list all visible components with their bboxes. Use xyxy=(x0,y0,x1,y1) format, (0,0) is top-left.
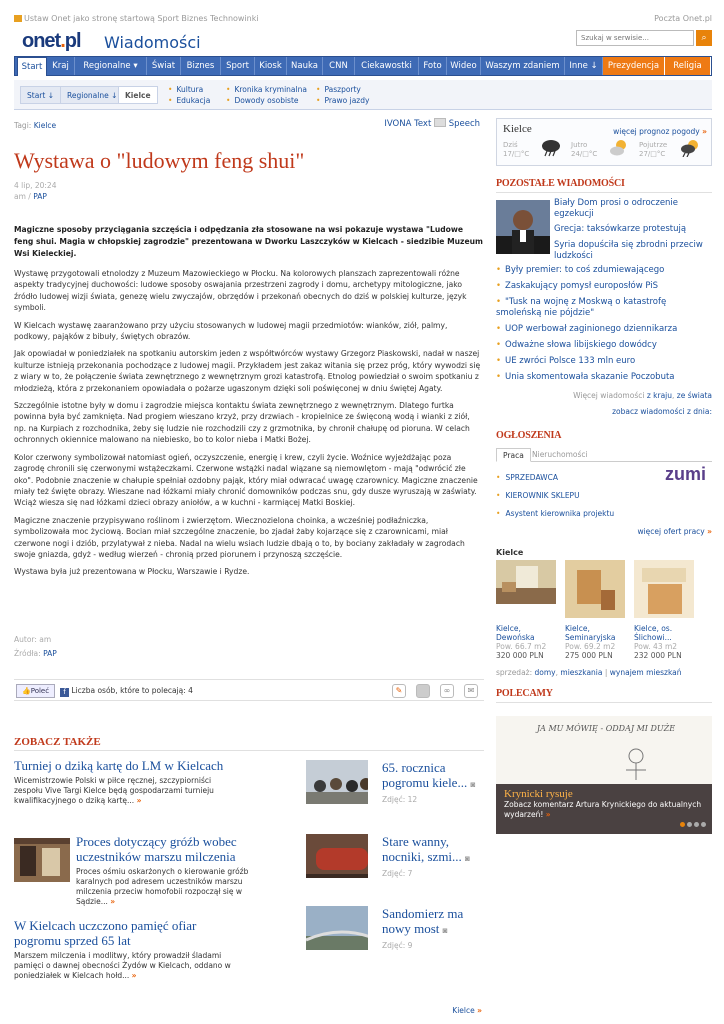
like-button[interactable]: 👍Poleć xyxy=(16,684,55,698)
news-photo[interactable] xyxy=(496,200,550,254)
weather-city: Kielce xyxy=(503,123,532,135)
partly-cloudy-icon xyxy=(609,139,629,157)
breadcrumb-kielce: Kielce xyxy=(118,86,158,104)
news-by-date-link[interactable]: zobacz wiadomości z dnia: xyxy=(612,407,712,416)
gallery-thumbnail[interactable] xyxy=(306,906,368,950)
nav-inne[interactable]: Inne ↓ xyxy=(565,57,603,75)
blip-icon[interactable]: ✎ xyxy=(392,684,406,698)
related-title[interactable]: Turniej o dziką kartę do LM w Kielcach xyxy=(14,758,224,773)
tags: Tagi: Kielce xyxy=(14,121,57,130)
nav-start[interactable]: Start xyxy=(17,57,47,76)
nav-prezydencja[interactable]: Prezydencja xyxy=(603,57,665,75)
camera-icon: ◙ xyxy=(442,926,448,935)
paragraph: Szczególnie istotne były w domu i zagrodzie miejsca kontaktu świata zewnętrznego z wewnętrznym. Dlatego furtka powinna była być zamknięta. Nad progiem wieszano krzyż, przy drzwiach - kropielnice ze święconą wodą i wianki z ziół, np. na Kurpiach z rozchodnika, żeby się ludzie nie rozchodzili czy z grzmotnika, by chronił chałupę od pioruna. W celach ochronnych okiennice malowano na niebiesko, bo to kolor nieba i Matki Bożej. xyxy=(14,401,470,445)
thumbs-up-icon: 👍 xyxy=(22,687,31,695)
nav-foto[interactable]: Foto xyxy=(419,57,447,75)
article-author: Autor: am Źródła: PAP xyxy=(14,635,57,658)
nav-sport[interactable]: Sport xyxy=(221,57,255,75)
breadcrumb-regionalne[interactable]: Regionalne ↓ xyxy=(60,86,124,104)
link-wynajem[interactable]: wynajem mieszkań xyxy=(609,668,682,677)
nav-kraj[interactable]: Kraj xyxy=(47,57,75,75)
gallery-title[interactable]: Sandomierz ma nowy most ◙ xyxy=(382,906,464,936)
main-nav xyxy=(14,56,712,76)
related-item: Turniej o dziką kartę do LM w Kielcach Wicemistrzowie Polski w piłce ręcznej, szczypiorniści zespołu Vive Targi Kielce będą gospodarzami turnieju kwalifikacyjnego o dziką kartę... » xyxy=(14,758,224,805)
ivona-reader[interactable]: IVONA Text Speech xyxy=(384,119,480,129)
polecamy-promo[interactable] xyxy=(496,708,712,834)
facebook-count: f Liczba osób, które to polecają: 4 xyxy=(60,686,193,697)
related-item: Proces dotyczący gróźb wobec uczestników marszu milczenia Proces ośmiu oskarżonych o kierowanie gróźb karalnych pod adresem uczestników marszu milczenia przeciw homofobii rozpoczął się w Sądzie... » xyxy=(14,834,284,904)
breadcrumb xyxy=(14,80,712,110)
link-icon[interactable]: ∞ xyxy=(440,684,454,698)
flat-photo xyxy=(634,560,694,618)
gallery-thumbnail[interactable] xyxy=(306,760,368,804)
article-meta: 4 lip, 20:24 am / PAP xyxy=(14,181,57,201)
source-link[interactable]: PAP xyxy=(33,192,47,201)
nav-biznes[interactable]: Biznes xyxy=(181,57,221,75)
share-icons xyxy=(382,684,478,698)
ads-tabs xyxy=(496,448,712,462)
storm-cloud-icon xyxy=(541,139,561,157)
gallery-title[interactable]: Stare wanny, nocniki, szmi... ◙ xyxy=(382,834,470,864)
paragraph: Wystawa była już prezentowana w Płocku, Warszawie i Rydze. xyxy=(14,567,250,577)
flat-listing[interactable]: Kielce, Seminaryjska Pow. 69.2 m2 275 000 PLN xyxy=(565,560,627,660)
link-z-kraju[interactable]: z kraju xyxy=(646,391,673,400)
ogloszenia-heading: OGŁOSZENIA xyxy=(496,430,562,441)
gallery-item xyxy=(306,760,486,820)
section-title[interactable]: Wiadomości xyxy=(104,33,201,52)
sketch-figure xyxy=(616,746,656,788)
arrow-icon[interactable]: » xyxy=(136,796,142,805)
news-item[interactable]: • UE zwróci Polsce 133 mln euro xyxy=(496,356,712,367)
sublink-paszporty[interactable]: • Paszporty xyxy=(316,85,361,94)
photo-count: Zdjęć: 12 xyxy=(382,795,418,804)
nav-swiat[interactable]: Świat xyxy=(147,57,181,75)
onet-logo[interactable]: onet.pl xyxy=(22,30,81,52)
news-item[interactable]: • Zaskakujący pomysł europosłów PiS xyxy=(496,281,712,292)
header xyxy=(14,30,712,52)
sublink-kronika[interactable]: • Kronika kryminalna xyxy=(226,85,307,94)
real-estate-city: Kielce xyxy=(496,548,524,557)
kielce-more-link[interactable]: Kielce » xyxy=(452,1006,482,1015)
sublink-edukacja[interactable]: • Edukacja xyxy=(168,96,210,105)
related-thumbnail[interactable] xyxy=(14,838,76,882)
gallery-title[interactable]: 65. rocznica pogromu kiele... ◙ xyxy=(382,760,476,790)
nav-cnn[interactable]: CNN xyxy=(323,57,355,75)
search-icon: ⌕ xyxy=(701,33,707,43)
search-box xyxy=(576,30,712,48)
related-title[interactable]: W Kielcach uczczono pamięć ofiar pogromu sprzed 65 lat xyxy=(14,918,197,948)
flat-listing[interactable]: Kielce, Dewońska Pow. 66.7 m2 320 000 PLN xyxy=(496,560,558,660)
camera-icon: ◙ xyxy=(465,854,470,863)
nav-religia[interactable]: Religia xyxy=(665,57,711,75)
news-item[interactable]: • "Tusk na wojnę z Moskwą o katastrofę smoleńską nie pójdzie" xyxy=(496,297,712,319)
flat-photo xyxy=(496,560,556,618)
paragraph: Kolor czerwony symbolizował natomiast ogień, oczyszczenie, energię i krew, czyli życie. Woźnice wyjeżdżając poza zagrodę chronili się czerwonymi wstążeczkami. Czerwone wstążki nadal wiązane są niemowlętom - mają "odwrócić złe oko". Podobnie znaczenie w chałupie spełniał ozdobny pająk, który miał odwracać uwagę czarownicy. Magiczne znaczenie miały też święte obrazy. Wieszane nad łóżkami miały chronić domowników podczas snu, gdy dusze wyruszają w zaświaty. Wciąż wiesza się nad łóżkami dzieci obrazy aniołów, a w kuchni - karmiącej Matki Boskiej. xyxy=(14,452,478,508)
paragraph: W Kielcach wystawę zaaranżowano przy użyciu stosowanych w ludowej magii przedmiotów: wianków, ziół, palmy, podkowy, pająków z bibuły, świętych obrazów. xyxy=(14,320,448,342)
polecamy-heading: POLECAMY xyxy=(496,688,553,699)
top-links-bar xyxy=(14,14,712,26)
paragraph: Magiczne znaczenie przypisywano roślinom i zwierzętom. Wiecznozielona choinka, a wcześniej podłaźniczka, symbolizowała moc życiową. Bocian miał szczególne znaczenie, bo zjadał żaby kojarzące się z czarownicami, miał czerwone nogi i dziób, przylatywał z nieba. Nadal na wielu wsiach ludzie dbają o to, by bociany zakładały w zagrodach swoje gniazda, gdyż - według wierzeń - chronią przed piorunem i przynoszą szczęście. xyxy=(14,515,465,559)
job-ad[interactable]: • KIEROWNIK SKLEPU xyxy=(496,491,580,500)
tag-kielce[interactable]: Kielce xyxy=(33,121,57,130)
weather-day: Pojutrze 27/□°C xyxy=(639,141,668,158)
tab-praca[interactable]: Praca xyxy=(496,448,531,462)
weather-widget xyxy=(496,118,712,166)
source-link-bottom[interactable]: PAP xyxy=(43,649,57,658)
home-icon xyxy=(14,15,22,22)
share-bar xyxy=(14,679,484,701)
nav-waszym-zdaniem[interactable]: Waszym zdaniem xyxy=(481,57,565,75)
arrow-icon[interactable]: » xyxy=(131,971,137,980)
facebook-icon: f xyxy=(60,688,69,697)
sublink-kultura[interactable]: • Kultura xyxy=(168,85,203,94)
zobacz-takze-heading: ZOBACZ TAKŻE xyxy=(14,736,101,748)
carousel-dots[interactable] xyxy=(678,820,706,830)
arrow-icon[interactable]: » xyxy=(110,897,116,906)
gallery-item xyxy=(306,834,486,894)
link-mieszkania[interactable]: mieszkania xyxy=(560,668,603,677)
mail-icon[interactable]: ✉ xyxy=(464,684,478,698)
top-news-item[interactable]: Syria dopuściła się zbrodni przeciw ludzkości xyxy=(554,240,703,261)
link-ze-swiata[interactable]: ze świata xyxy=(676,391,712,400)
link-domy[interactable]: domy xyxy=(534,668,556,677)
weather-more-link[interactable]: więcej prognoz pogody » xyxy=(613,127,707,136)
photo-count: Zdjęć: 9 xyxy=(382,941,413,950)
weather-day: Dziś 17/□°C xyxy=(503,141,530,158)
nav-ciekawostki[interactable]: Ciekawostki xyxy=(355,57,419,75)
nav-nauka[interactable]: Nauka xyxy=(287,57,323,75)
news-item[interactable]: • Unia skomentowała skazanie Poczobuta xyxy=(496,372,712,383)
polecamy-title[interactable]: Krynicki rysuje xyxy=(504,788,573,800)
nav-kiosk[interactable]: Kiosk xyxy=(255,57,287,75)
related-title[interactable]: Proces dotyczący gróźb wobec uczestników marszu milczenia xyxy=(76,834,237,864)
sale-links: sprzedaż: domy, mieszkania | wynajem mieszkań xyxy=(496,668,682,677)
flat-photo xyxy=(565,560,625,618)
tab-nieruchomosci[interactable]: Nieruchomości xyxy=(532,450,588,459)
top-links-left[interactable]: Ustaw Onet jako stronę startową Sport Biznes Technowinki xyxy=(24,14,259,23)
search-input[interactable] xyxy=(576,30,694,46)
polecamy-caption: Krynicki rysuje Zobacz komentarz Artura Krynickiego do aktualnych wydarzeń! » xyxy=(496,784,712,834)
article-title: Wystawa o "ludowym feng shui" xyxy=(14,148,305,173)
job-ad[interactable]: • SPRZEDAWCA xyxy=(496,473,558,482)
weather-day: Jutro 24/□°C xyxy=(571,141,598,158)
sun-storm-icon xyxy=(679,139,699,157)
sublink-prawo-jazdy[interactable]: • Prawo jazdy xyxy=(316,96,369,105)
gallery-item xyxy=(306,906,486,966)
job-ad[interactable]: • Asystent kierownika projektu xyxy=(496,509,614,518)
camera-icon: ◙ xyxy=(470,780,476,789)
sublink-dowody[interactable]: • Dowody osobiste xyxy=(226,96,299,105)
article-body xyxy=(14,268,484,584)
more-news-links: Więcej wiadomości z kraju, ze świata xyxy=(573,391,712,400)
gallery-thumbnail[interactable] xyxy=(306,834,368,878)
photo-count: Zdjęć: 7 xyxy=(382,869,413,878)
news-item[interactable]: • Odważne słowa libijskiego dowódcy xyxy=(496,340,712,351)
more-offers-link[interactable]: więcej ofert pracy » xyxy=(637,527,712,536)
top-links-right[interactable]: Poczta Onet.pl xyxy=(654,14,712,23)
cartoon-text: JA MU MÓWIĘ - ODDAJ MI DUŻE xyxy=(536,724,676,733)
nav-regionalne[interactable]: Regionalne ▾ xyxy=(75,57,147,75)
pozostale-heading: POZOSTAŁE WIADOMOŚCI xyxy=(496,178,625,189)
flat-listing[interactable]: Kielce, os. Ślichowi... Pow. 43 m2 232 000 PLN xyxy=(634,560,696,660)
top-news-item[interactable]: Grecja: taksówkarze protestują xyxy=(554,224,687,234)
news-item[interactable]: • Były premier: to coś zdumiewającego xyxy=(496,265,712,276)
zumi-logo[interactable]: zumi xyxy=(664,464,706,484)
article-lead: Magiczne sposoby przyciągania szczęścia i odpędzania zła stosowane na wsi pokazuje wystawa "Ludowe feng shui. Magia w chłopskiej zagrodzie" prezentowana w Dworku Laszczyków w Kielcach - siedzibie Muzeum Wsi Kieleckiej. xyxy=(14,225,483,258)
search-button[interactable] xyxy=(696,30,712,46)
nav-wideo[interactable]: Wideo xyxy=(447,57,481,75)
breadcrumb-start[interactable]: Start ↓ xyxy=(20,86,61,104)
paragraph: Wystawę przygotowali etnolodzy z Muzeum Mazowieckiego w Płocku. Na kolorowych planszach zaprezentowali różne aspekty tradycyjnej duchowości: ludowe sposoby oswajania przestrzeni zagrody i domu, archetypy mitologiczne, jako źródło ludowej wizji świata, genezę wielu zwyczajów, obrzędów i przekonań obecnych do dziś w polskiej kulturze, język symboli. xyxy=(14,269,467,313)
speaker-icon xyxy=(434,118,446,127)
paragraph: Jak opowiadał w poniedziałek na spotkaniu autorskim jeden z współtwórców wystawy Grzegorz Piaskowski, nadał w naszej kulturze istnieją przekonania pochodzące z ludowej magii. Przykładem jest zakaz witania się przez próg, który wywodzi się z wiary w to, że połączenie świata zewnętrznego z wewnętrznym grozi katastrofą. Etnolog powiedział o swoim spotkaniu z młodzieżą, która z przekonaniem opowiadała o pożarze ugaszonym dzięki soli poświęconej w dniu świętej Agaty. xyxy=(14,349,481,393)
related-item: W Kielcach uczczono pamięć ofiar pogromu sprzed 65 lat Marszem milczenia i modlitwy, który prowadził śladami pamięci o dawnej obecności Żydów w Kielcach, oddano w poniedziałek w Kielcach hołd... » xyxy=(14,918,244,981)
top-news-item[interactable]: Biały Dom prosi o odroczenie egzekucji xyxy=(554,198,679,219)
news-item[interactable]: • UOP werbował zaginionego dziennikarza xyxy=(496,324,712,335)
